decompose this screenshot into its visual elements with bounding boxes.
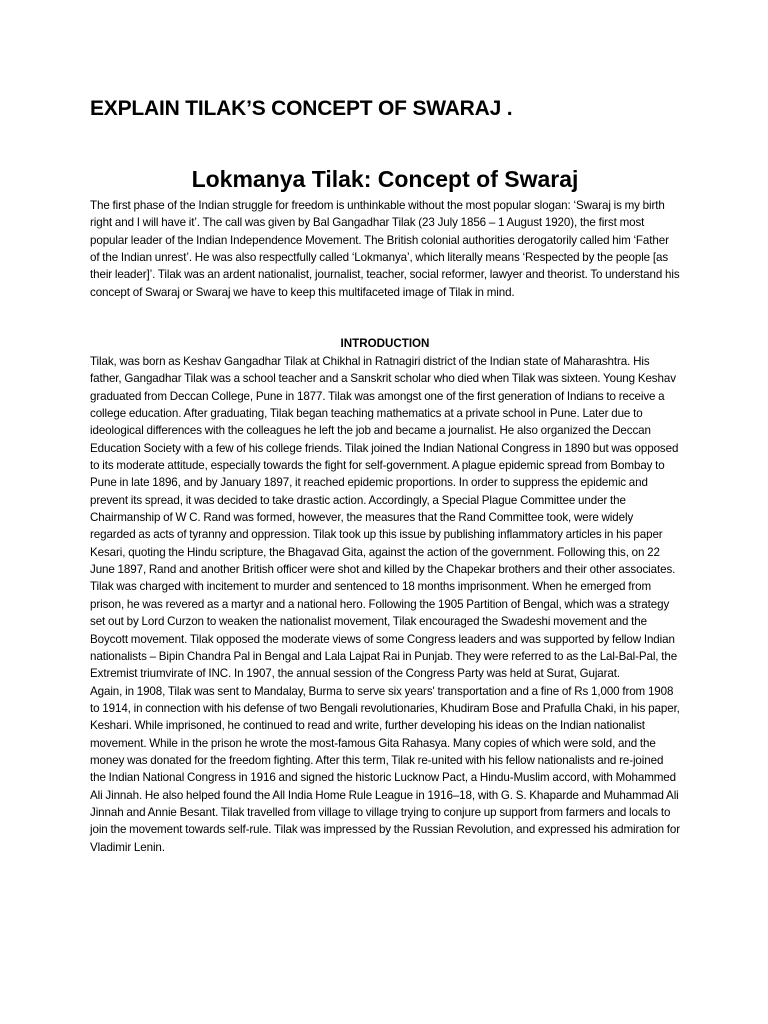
body-paragraph-2: Again, in 1908, Tilak was sent to Mandalay, Burma to serve six years' transportation and a fine of Rs 1,000 from 1908 to 1914, in connection with his defense of two Bengali revolutionaries, Khudiram Bose and Prafulla Chaki, in his paper, Keshari. While imprisoned, he continued to read and write, further developing his ideas on the Indian nationalist movement. While in the prison he wrote the most-famous Gita Rahasya. Many copies of which were sold, and the money was donated for the freedom fighting. After this term, Tilak re-united with his fellow nationalists and re-joined the Indian National Congress in 1916 and signed the historic Lucknow Pact, a Hindu-Muslim accord, with Mohammed Ali Jinnah. He also helped found the All India Home Rule League in 1916–18, with G. S. Khaparde and Muhammad Ali Jinnah and Annie Besant. Tilak travelled from village to village trying to conjure up support from farmers and locals to join the movement towards self-rule. Tilak was impressed by the Russian Revolution, and expressed his admiration for Vladimir Lenin. [90, 684, 680, 854]
section-body [90, 353, 680, 856]
page-title: Lokmanya Tilak: Concept of Swaraj [191, 166, 579, 192]
section-heading: INTRODUCTION [340, 337, 430, 350]
question-heading: EXPLAIN TILAK’S CONCEPT OF SWARAJ . [90, 97, 513, 120]
intro-paragraph: The first phase of the Indian struggle for freedom is unthinkable without the most popular slogan: ‘Swaraj is my birth right and I will have it’. The call was given by Bal Gangadhar Tilak (23 July 1856 – 1 August 1920), the first most popular leader of the Indian Independence Movement. The British colonial authorities derogatorily called him ‘Father of the Indian unrest’. He was also respectfully called ‘Lokmanya’, which literally means ‘Respected by the people [as their leader]’. Tilak was an ardent nationalist, journalist, teacher, social reformer, lawyer and theorist. To understand his concept of Swaraj or Swaraj we have to keep this multifaceted image of Tilak in mind. [90, 199, 680, 299]
body-paragraph-1: Tilak, was born as Keshav Gangadhar Tilak at Chikhal in Ratnagiri district of the Indian state of Maharashtra. His father, Gangadhar Tilak was a school teacher and a Sanskrit scholar who died when Tilak was sixteen. Young Keshav graduated from Deccan College, Pune in 1877. Tilak was amongst one of the first generation of Indians to receive a college education. After graduating, Tilak began teaching mathematics at a private school in Pune. Later due to ideological differences with the colleagues he left the job and became a journalist. He also organized the Deccan Education Society with a few of his college friends. Tilak joined the Indian National Congress in 1890 but was opposed to its moderate attitude, especially towards the fight for self-government. A plague epidemic spread from Bombay to Pune in late 1896, and by January 1897, it reached epidemic proportions. In order to suppress the epidemic and prevent its spread, it was decided to take drastic action. Accordingly, a Special Plague Committee under the Chairmanship of W C. Rand was formed, however, the measures that the Rand Committee took, were widely regarded as acts of tyranny and oppression. Tilak took up this issue by publishing inflammatory articles in his paper Kesari, quoting the Hindu scripture, the Bhagavad Gita, against the action of the government. Following this, on 22 June 1897, Rand and another British officer were shot and killed by the Chapekar brothers and their other associates. Tilak was charged with incitement to murder and sentenced to 18 months imprisonment. When he emerged from prison, he was revered as a martyr and a national hero. Following the 1905 Partition of Bengal, which was a strategy set out by Lord Curzon to weaken the nationalist movement, Tilak encouraged the Swadeshi movement and the Boycott movement. Tilak opposed the moderate views of some Congress leaders and was supported by fellow Indian nationalists – Bipin Chandra Pal in Bengal and Lala Lajpat Rai in Punjab. They were referred to as the Lal-Bal-Pal, the Extremist triumvirate of INC. In 1907, the annual session of the Congress Party was held at Surat, Gujarat. [90, 355, 679, 681]
